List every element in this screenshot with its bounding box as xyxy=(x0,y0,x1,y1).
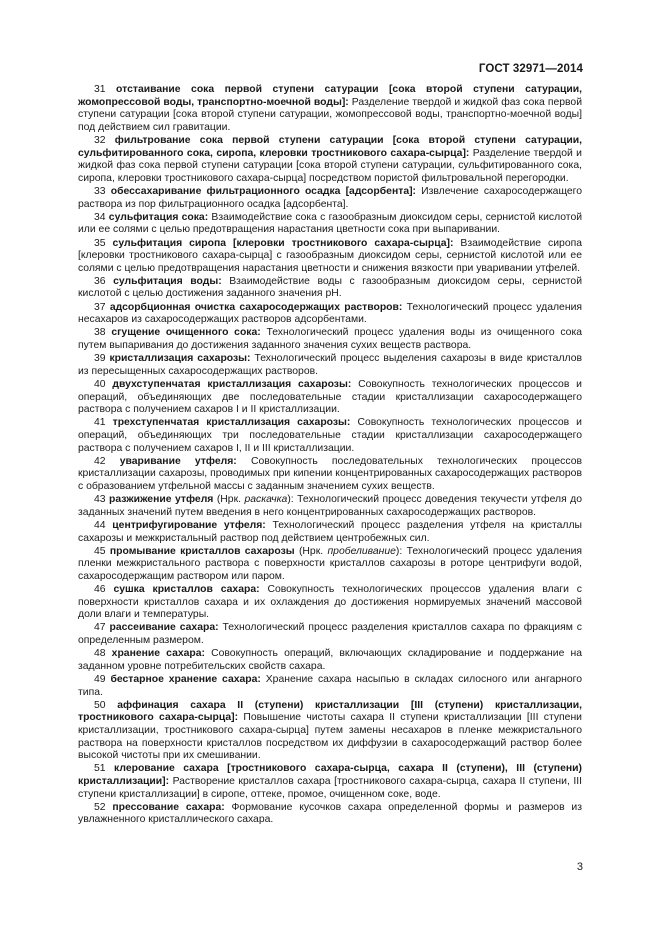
term-name: разжижение утфеля xyxy=(109,494,214,506)
term-number: 39 xyxy=(94,353,106,365)
term-number: 44 xyxy=(94,519,106,531)
term-number: 50 xyxy=(94,699,106,711)
term-entry xyxy=(78,494,582,519)
term-number: 33 xyxy=(94,185,106,197)
term-entry xyxy=(78,327,582,352)
term-number: 38 xyxy=(94,327,106,339)
term-name: сульфитация сиропа [клеровки тростникового сахара-сырца]: xyxy=(112,237,454,249)
term-definition: Технологический процесс разделения кристаллов сахара по фракциям с определенным размером. xyxy=(78,622,583,647)
term-entry xyxy=(78,379,582,417)
nonrecommended-term: пробеливание xyxy=(327,545,396,557)
term-number: 37 xyxy=(94,301,106,313)
term-entry xyxy=(78,622,582,647)
term-definition: Технологический процесс удаления воды из очищенного сока путем выпаривания до достижения заданного значения сухих веществ раствора. xyxy=(78,327,583,352)
term-name: бестарное хранение сахара: xyxy=(110,674,261,685)
term-name: сульфитация воды: xyxy=(113,275,222,287)
term-entry xyxy=(78,212,582,237)
term-name: сушка кристаллов сахара: xyxy=(113,584,260,596)
term-name: хранение сахара: xyxy=(111,648,206,660)
term-name: двухступенчатая кристаллизация сахарозы: xyxy=(112,379,352,390)
term-definition: Совокупность последовательных технологических процессов кристаллизации сахарозы, проводимых при кипении концентрированных сахаросодержащих растворов с образованием утфельной массы с заданным значением сухих веществ. xyxy=(78,455,582,492)
term-number: 34 xyxy=(94,211,106,223)
term-name: аффинация сахара II (ступени) кристаллизации [III (ступени) кристаллизации, тростникового сахара-сырца]: xyxy=(78,699,583,724)
term-definition: Повышение чистоты сахара II ступени кристаллизации [III ступени кристаллизации, тростникового сахара-сырца] путем замены несахаров в пленке межкристального раствора на поверхности кристаллов посредством их диффузии в сахаросодержащий раствор более высокой чистоты при их смешивании. xyxy=(78,712,582,762)
term-number: 52 xyxy=(94,801,106,813)
term-name: трехступенчатая кристаллизация сахарозы: xyxy=(112,417,351,429)
term-definition: Растворение кристаллов сахара [тростникового сахара-сырца, сахара II ступени, III ступени кристаллизации] в сиропе, оттеке, промое, очищенном соке, воде. xyxy=(78,775,582,800)
term-entry xyxy=(78,353,582,378)
term-number: 48 xyxy=(94,648,106,660)
term-definition: Разделение твердой и жидкой фаз сока первой ступени сатурации [сока второй ступени сатурации, сульфитированного сока, сиропа, клеровки тростникового сахара-сырца] посредством пористой фильтровальной перегородки. xyxy=(78,147,582,184)
term-entry xyxy=(78,135,582,185)
document-header: ГОСТ 32971—2014 xyxy=(478,63,583,75)
term-number: 51 xyxy=(94,763,106,775)
term-name: обессахаривание фильтрационного осадка [адсорбента]: xyxy=(110,185,417,197)
terms-list xyxy=(78,84,582,828)
term-entry xyxy=(78,302,582,327)
term-entry xyxy=(78,456,582,494)
term-entry xyxy=(78,648,582,673)
term-number: 40 xyxy=(94,379,106,390)
term-name: центрифугирование утфеля: xyxy=(112,519,266,531)
term-definition: Извлечение сахаросодержащего раствора из пор фильтрационного осадка [адсорбента]. xyxy=(78,185,582,210)
term-number: 42 xyxy=(94,455,106,467)
term-name: кристаллизация сахарозы: xyxy=(109,353,251,365)
term-definition: Взаимодействие сока с газообразным диоксидом серы, сернистой кислотой или ее солями с целью предотвращения нарастания цветности сока при выпаривании. xyxy=(78,211,583,236)
term-definition: Формование кусочков сахара определенной формы и размеров из увлажненного кристаллического сахара. xyxy=(78,801,582,826)
term-entry xyxy=(78,520,582,545)
term-entry xyxy=(78,802,582,827)
nrk-prefix: (Нрк. xyxy=(298,545,324,557)
nrk-suffix: ): xyxy=(287,494,294,506)
term-name: прессование сахара: xyxy=(112,801,225,813)
term-definition: Технологический процесс удаления пленки межкристального раствора с поверхности кристаллов сахарозы в роторе центрифуги водой, сахаросодержащим раствором или паром. xyxy=(78,545,583,582)
term-number: 32 xyxy=(94,134,106,146)
term-number: 36 xyxy=(94,275,106,287)
term-entry xyxy=(78,84,582,134)
term-definition: Совокупность операций, включающих складирование и поддержание на заданном уровне потребительских свойств сахара. xyxy=(78,648,582,672)
term-definition: Технологический процесс удаления несахаров из сахаросодержащих растворов адсорбентами. xyxy=(78,301,583,326)
term-name: уваривание утфеля: xyxy=(119,455,237,467)
term-entry xyxy=(78,763,582,801)
term-number: 31 xyxy=(94,84,106,95)
term-number: 35 xyxy=(94,237,106,249)
term-definition: Технологический процесс разделения утфеля на кристаллы сахарозы и межкристальный раствор под действием центробежных сил. xyxy=(78,519,583,544)
term-entry xyxy=(78,674,582,699)
term-name: сгущение очищенного сока: xyxy=(111,327,261,339)
term-definition: Совокупность технологических процессов удаления влаги с поверхности кристаллов сахара и их охлаждения до достижения нормируемых значений массовой доли влаги и температуры. xyxy=(78,584,582,621)
term-name: адсорбционная очистка сахаросодержащих растворов: xyxy=(109,301,403,313)
term-number: 43 xyxy=(94,494,106,506)
nonrecommended-term: раскачка xyxy=(244,494,288,506)
term-entry xyxy=(78,546,582,584)
term-definition: Технологический процесс доведения текучести утфеля до заданных значений путем введения в него концентрированных сахаросодержащих растворов. xyxy=(78,494,583,518)
nrk-suffix: ): xyxy=(395,545,403,557)
term-name: сульфитация сока: xyxy=(108,211,209,223)
term-entry xyxy=(78,238,582,276)
term-number: 41 xyxy=(94,417,106,429)
term-definition: Совокупность технологических процессов и операций, объединяющих две последовательные стадии кристаллизации сахаросодержащего раствора с получением сахаров I и II кристаллизации. xyxy=(78,379,582,416)
term-name: клерование сахара [тростникового сахара-сырца, сахара II (ступени), III (ступени) кристаллизации]: xyxy=(78,763,582,787)
term-definition: Технологический процесс выделения сахарозы в виде кристаллов из пересыщенных сахаросодержащих растворов. xyxy=(78,353,582,377)
term-definition: Совокупность технологических процессов и операций, объединяющих три последовательные стадии кристаллизации сахаросодержащего раствора с получением сахаров I, II и III кристаллизации. xyxy=(78,417,582,454)
term-entry xyxy=(78,700,582,763)
term-entry xyxy=(78,186,582,211)
page-number: 3 xyxy=(576,861,583,873)
term-number: 45 xyxy=(94,545,106,557)
term-name: рассеивание сахара: xyxy=(109,622,219,634)
term-name: промывание кристаллов сахарозы xyxy=(109,545,295,557)
term-entry xyxy=(78,584,582,622)
term-number: 46 xyxy=(94,584,106,596)
term-definition: Разделение твердой и жидкой фаз сока первой ступени сатурации [сока второй ступени сатурации, жомопрессовой воды, транспортно-моечной воды] под действием сил гравитации. xyxy=(78,96,583,133)
term-definition: Взаимодействие сиропа [клеровки тростникового сахара-сырца] с газообразным диоксидом серы, сернистой кислотой или ее солями с целью предотвращения нарастания цветности и снижения вязкости при уваривании утфелей. xyxy=(78,237,582,274)
nrk-prefix: (Нрк. xyxy=(216,494,242,506)
term-entry xyxy=(78,276,582,301)
term-number: 49 xyxy=(94,674,106,685)
term-definition: Хранение сахара насыпью в складах силосного или ангарного типа. xyxy=(78,674,582,698)
term-entry xyxy=(78,417,582,455)
term-definition: Взаимодействие воды с газообразным диоксидом серы, сернистой кислотой с целью достижения заданного значения pH. xyxy=(78,275,582,300)
term-name: отстаивание сока первой ступени сатурации [сока второй ступени сатурации, жомопрессовой воды, транспортно-моечной воды]: xyxy=(78,84,583,108)
term-name: фильтрование сока первой ступени сатурации [сока второй ступени сатурации, сульфитированного сока, сиропа, клеровки тростникового сахара-сырца]: xyxy=(78,134,583,159)
term-number: 47 xyxy=(94,622,106,634)
